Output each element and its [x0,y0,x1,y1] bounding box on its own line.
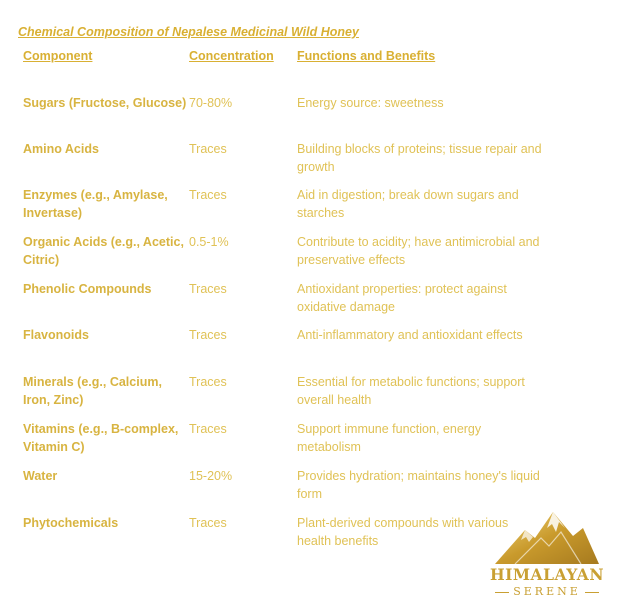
function-cell: Provides hydration; maintains honey's liquid form [297,469,540,501]
header-functions: Functions and Benefits [297,49,436,63]
concentration-cell: Traces [189,282,227,296]
concentration-cell: Traces [189,516,227,530]
function-cell: Support immune function, energy metabolism [297,422,482,454]
component-cell: Flavonoids [23,328,89,342]
function-cell: Energy source: sweetness [297,96,444,110]
component-cell: Vitamins (e.g., B-complex, Vitamin C) [23,422,179,454]
component-cell: Water [23,469,58,483]
header-component: Component [23,49,93,63]
function-cell: Contribute to acidity; have antimicrobial and preservative effects [297,235,540,267]
concentration-cell: Traces [189,142,227,156]
concentration-cell: Traces [189,188,227,202]
concentration-cell: 70-80% [189,96,233,110]
function-cell: Aid in digestion; break down sugars and starches [297,188,519,220]
mountain-icon [495,508,599,564]
component-cell: Enzymes (e.g., Amylase, Invertase) [23,188,168,220]
function-cell: Building blocks of proteins; tissue repair and growth [297,142,542,174]
component-cell: Organic Acids (e.g., Acetic, Citric) [23,235,184,267]
component-cell: Minerals (e.g., Calcium, Iron, Zinc) [23,375,162,407]
logo-subtitle: SERENE [487,585,607,598]
concentration-cell: Traces [189,422,227,436]
function-cell: Plant-derived compounds with various health benefits [297,516,509,548]
function-cell: Essential for metabolic functions; support overall health [297,375,525,407]
concentration-cell: Traces [189,375,227,389]
function-cell: Anti-inflammatory and antioxidant effects [297,328,523,342]
header-concentration: Concentration [189,49,274,63]
function-cell: Antioxidant properties: protect against oxidative damage [297,282,507,314]
concentration-cell: 15-20% [189,469,233,483]
concentration-cell: 0.5-1% [189,235,229,249]
document-title: Chemical Composition of Nepalese Medicinal Wild Honey [18,25,359,39]
logo-wordmark: HIMALAYAN [490,565,604,584]
component-cell: Phenolic Compounds [23,282,152,296]
concentration-cell: Traces [189,328,227,342]
component-cell: Amino Acids [23,142,99,156]
component-cell: Phytochemicals [23,516,119,530]
component-cell: Sugars (Fructose, Glucose) [23,96,187,110]
brand-logo [487,508,607,606]
